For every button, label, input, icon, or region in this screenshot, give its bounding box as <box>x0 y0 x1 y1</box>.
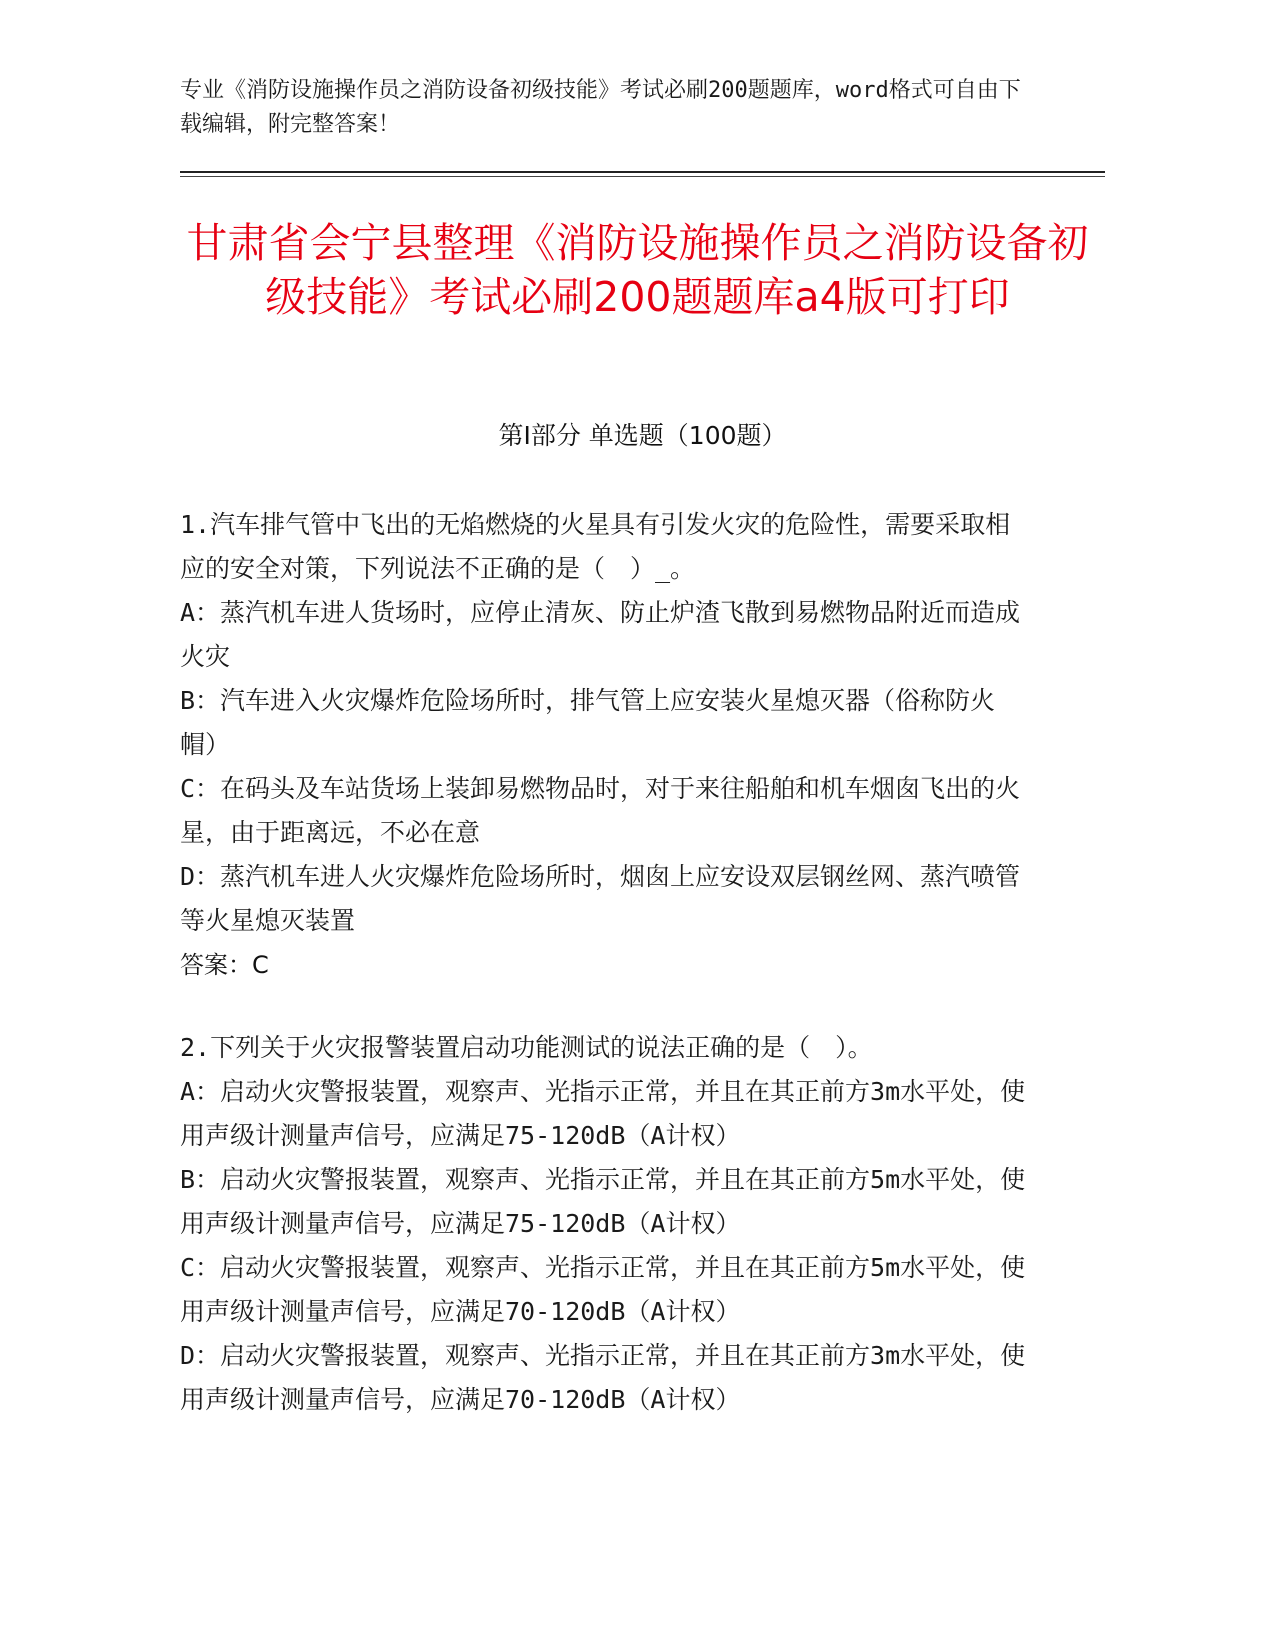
question-2-option-c: C：启动火灾警报装置，观察声、光指示正常，并且在其正前方5m水平处，使用声级计测量声信号，应满足70-120dB（A计权） <box>180 1253 1026 1326</box>
question-2-option-a: A：启动火灾警报装置，观察声、光指示正常，并且在其正前方3m水平处，使用声级计测量声信号，应满足75-120dB（A计权） <box>180 1077 1026 1150</box>
document-title: 甘肃省会宁县整理《消防设施操作员之消防设备初级技能》考试必刷200题题库a4版可打印 <box>186 219 1089 321</box>
question-1-option-d: D：蒸汽机车进人火灾爆炸危险场所时，烟囱上应安设双层钢丝网、蒸汽喷管等火星熄灭装置 <box>180 862 1021 935</box>
question-2 <box>180 1026 1030 1422</box>
question-1-option-c: C：在码头及车站货场上装卸易燃物品时，对于来往船舶和机车烟囱飞出的火星，由于距离远，不必在意 <box>180 774 1021 847</box>
section-heading: 第Ⅰ部分 单选题（100题） <box>498 421 787 450</box>
question-2-option-d: D：启动火灾警报装置，观察声、光指示正常，并且在其正前方3m水平处，使用声级计测量声信号，应满足70-120dB（A计权） <box>180 1341 1026 1414</box>
question-1 <box>180 503 1030 987</box>
header-rule-thick <box>180 171 1105 173</box>
question-1-stem: 1.汽车排气管中飞出的无焰燃烧的火星具有引发火灾的危险性，需要采取相应的安全对策，下列说法不正确的是（ ）_。 <box>180 510 1011 583</box>
question-1-option-a: A：蒸汽机车进人货场时，应停止清灰、防止炉渣飞散到易燃物品附近而造成火灾 <box>180 598 1021 671</box>
question-1-answer: 答案：C <box>180 951 269 979</box>
question-2-option-b: B：启动火灾警报装置，观察声、光指示正常，并且在其正前方5m水平处，使用声级计测量声信号，应满足75-120dB（A计权） <box>180 1165 1026 1238</box>
header-note: 专业《消防设施操作员之消防设备初级技能》考试必刷200题题库，word格式可自由下载编辑，附完整答案！ <box>180 78 1021 137</box>
question-1-option-b: B：汽车进入火灾爆炸危险场所时，排气管上应安装火星熄灭器（俗称防火帽） <box>180 686 996 759</box>
header-rule-thin <box>180 176 1105 177</box>
question-2-stem: 2.下列关于火灾报警装置启动功能测试的说法正确的是（ ）。 <box>180 1033 873 1062</box>
